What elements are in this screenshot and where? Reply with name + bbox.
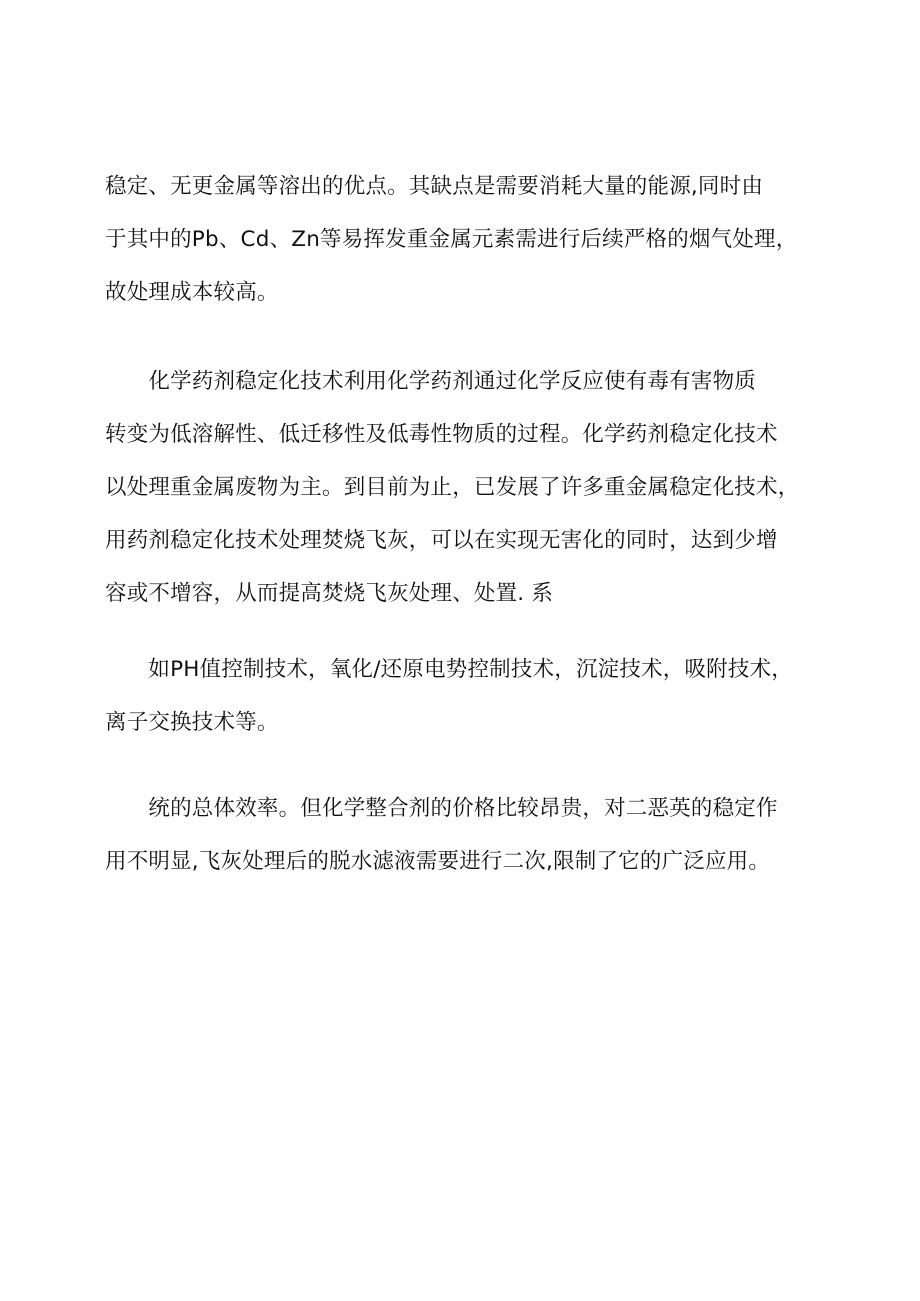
text-line: 容或不增容，从而提高焚烧飞灰处理、处置. 系 <box>105 581 554 606</box>
text-line: 用不明显,飞灰处理后的脱水滤液需要进行二次,限制了它的广泛应用。 <box>105 849 771 874</box>
paragraph-efficiency-limitations <box>105 782 825 888</box>
text-line: 于其中的Pb、Cd、Zn等易挥发重金属元素需进行后续严格的烟气处理， <box>105 227 798 252</box>
text-line: 如PH值控制技术，氧化/还原电势控制技术，沉淀技术，吸附技术， <box>105 657 793 682</box>
text-line: 离子交换技术等。 <box>105 710 279 735</box>
text-line: 稳定、无更金属等溶出的优点。其缺点是需要消耗大量的能源,同时由 <box>105 174 764 199</box>
text-line: 以处理重金属废物为主。到目前为止，已发展了许多重金属稳定化技术， <box>105 475 800 500</box>
text-line: 故处理成本较高。 <box>105 280 279 305</box>
text-line: 化学药剂稳定化技术利用化学药剂通过化学反应使有毒有害物质 <box>105 369 757 394</box>
text-line: 用药剂稳定化技术处理焚烧飞灰，可以在实现无害化的同时，达到少增 <box>105 528 778 553</box>
paragraph-technique-list <box>105 643 825 749</box>
text-line: 转变为低溶解性、低迁移性及低毒性物质的过程。化学药剂稳定化技术 <box>105 422 778 447</box>
text-line: 统的总体效率。但化学整合剂的价格比较昂贵，对二恶英的稳定作 <box>105 796 778 821</box>
paragraph-thermal-treatment <box>105 160 825 319</box>
paragraph-chemical-stabilization <box>105 355 825 620</box>
